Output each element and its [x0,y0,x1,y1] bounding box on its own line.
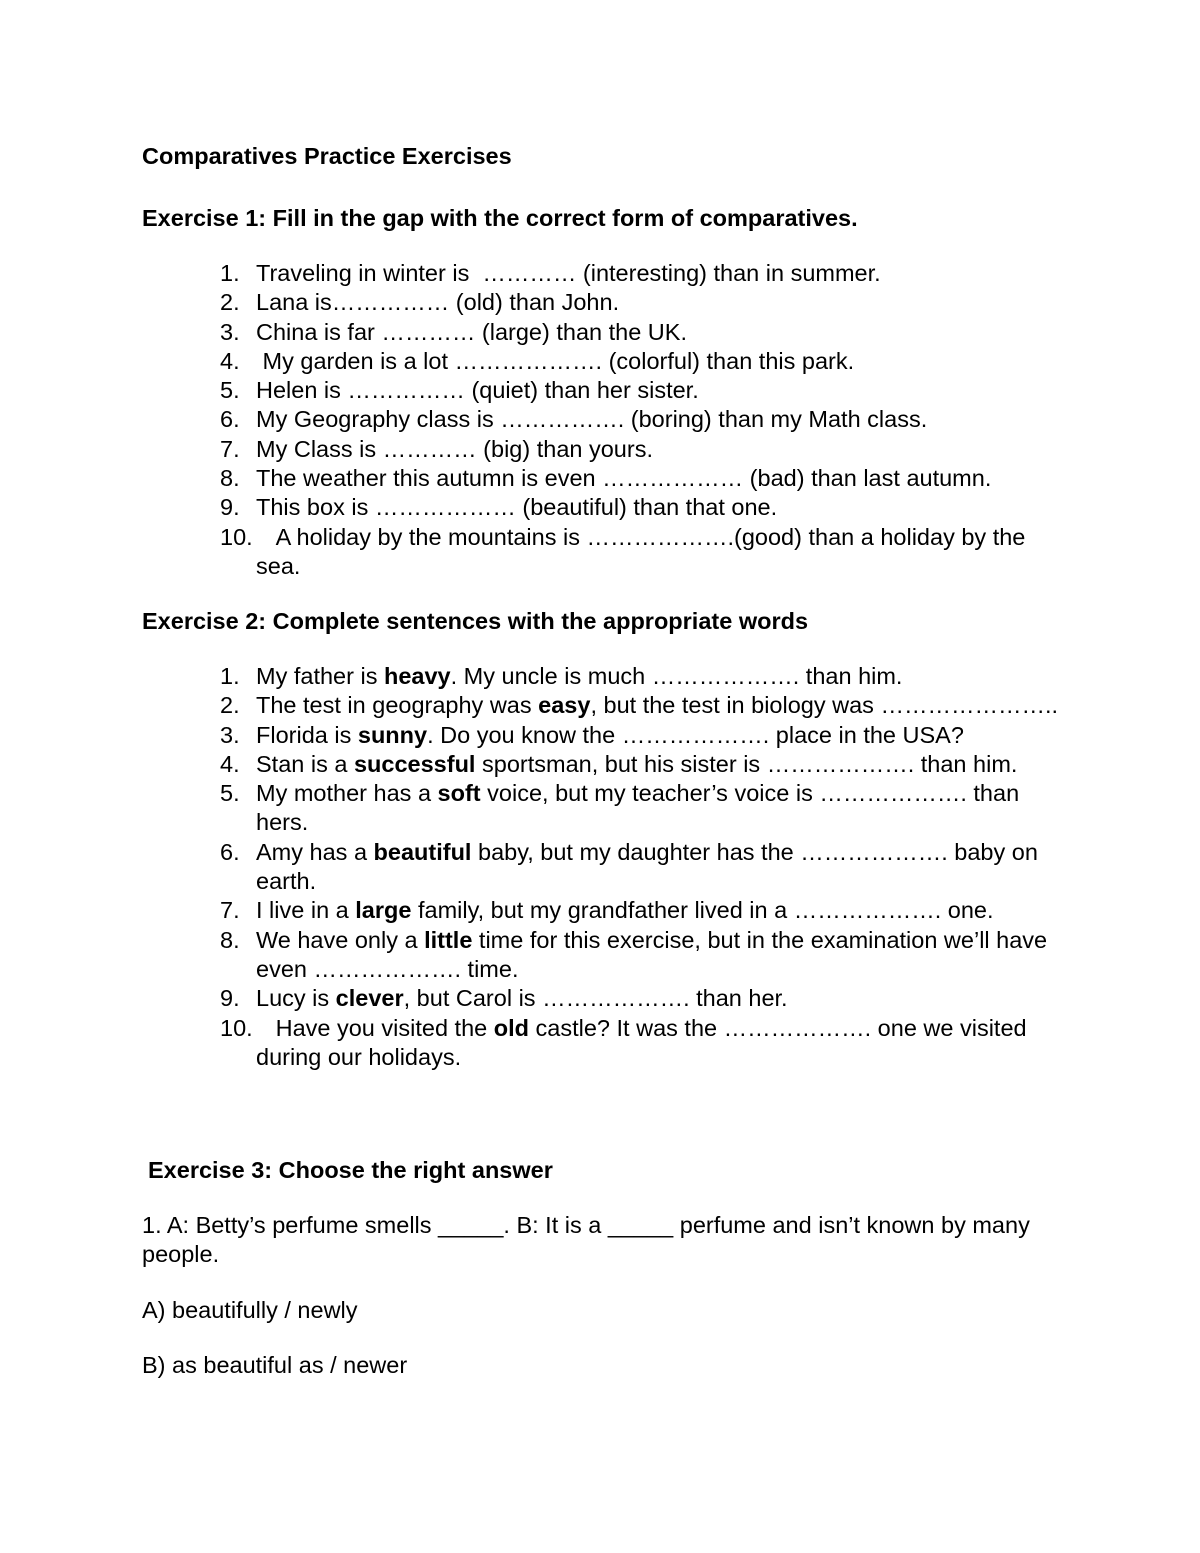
item-number: 9. [220,494,240,521]
sentence-text: My garden is a lot ………………. (colorful) than this park. [256,347,855,374]
answer-option-b: B) as beautiful as / newer [142,1352,408,1378]
item-number: 7. [220,435,240,462]
exercise-3-question: 1. A: Betty’s perfume smells _____. B: It is a _____ perfume and isn’t known by many people. [142,1212,1030,1268]
page-title: Comparatives Practice Exercises [142,143,512,169]
sentence-text: A holiday by the mountains is ……………….(good) than a holiday by the sea. [256,523,1032,579]
item-number: 6. [220,406,240,433]
item-number: 8. [220,926,240,953]
sentence-text: Traveling in winter is ………… (interesting) than in summer. [256,260,881,286]
sentence-text: China is far ………… (large) than the UK. [256,318,687,345]
keyword: heavy [383,663,451,689]
keyword: large [355,897,412,924]
sentence-text: We have only a [256,926,425,953]
sentence-text: My mother has a [256,780,438,807]
sentence-text: Helen is …………… (quiet) than her sister. [256,377,699,404]
keyword: old [493,1014,529,1041]
exercise-2-item-10 [0,1014,1066,1073]
sentence-text: Lucy is [256,985,336,1012]
exercise-2-item-7 [0,896,1066,925]
item-number: 3. [220,318,240,345]
sentence-text: My father is [256,663,384,689]
sentence-text: Florida is [256,721,358,748]
exercise-1-heading: Exercise 1: Fill in the gap with the correct form of comparatives. [142,205,858,231]
exercise-1-item-2 [0,288,1066,317]
item-number: 5. [220,780,240,807]
exercise-2-item-1 [0,662,1066,691]
exercise-1-item-9 [0,493,1066,522]
exercise-1-list [0,259,1200,581]
exercise-1-item-6 [0,405,1066,434]
item-number: 2. [220,692,240,719]
exercise-2-item-3 [0,721,1066,750]
exercise-2-list [0,662,1200,1072]
sentence-text: . My uncle is much ………………. than him. [450,663,903,689]
exercise-1-item-3 [0,318,1066,347]
sentence-text: I live in a [256,897,356,924]
sentence-text: , but Carol is ………………. than her. [403,985,788,1012]
exercise-2-item-6 [0,838,1066,897]
sentence-text: My Geography class is ……………. (boring) than my Math class. [256,406,928,433]
sentence-text: My Class is ………… (big) than yours. [256,435,653,462]
sentence-text: Lana is…………… (old) than John. [256,289,620,316]
item-number: 4. [220,347,240,374]
sentence-text: sportsman, but his sister is ………………. than him. [475,750,1018,777]
sentence-text: Have you visited the [256,1014,494,1041]
item-number: 3. [220,721,240,748]
item-number: 6. [220,838,240,865]
exercise-1-item-7 [0,435,1066,464]
keyword: clever [335,985,404,1012]
sentence-text: , but the test in biology was ………………….. [590,692,1059,719]
sentence-text: family, but my grandfather lived in a ………………. one. [411,897,994,924]
sentence-text: voice, but my teacher’s voice is ………………. than hers. [256,780,1026,836]
exercise-1-item-5 [0,376,1066,405]
keyword: successful [353,750,476,777]
exercise-2-item-2 [0,691,1066,720]
item-number: 1. [220,260,240,286]
sentence-text: The test in geography was [256,692,539,719]
sentence-text: time for this exercise, but in the examination we’ll have even ………………. time. [256,926,1054,982]
sentence-text: Amy has a [256,838,374,865]
exercise-1-item-1 [0,259,1066,288]
exercise-2-heading: Exercise 2: Complete sentences with the appropriate words [142,608,809,634]
sentence-text: The weather this autumn is even ……………… (bad) than last autumn. [256,465,992,492]
exercise-2-item-4 [0,750,1066,779]
exercise-1-item-10 [0,523,1066,582]
item-number: 10. [220,1014,253,1041]
item-number: 1. [220,663,240,689]
exercise-2-item-9 [0,984,1066,1013]
sentence-text: Stan is a [256,750,354,777]
item-number: 9. [220,985,240,1012]
item-number: 8. [220,465,240,492]
item-number: 10. [220,523,253,550]
sentence-text: This box is ……………… (beautiful) than that one. [256,494,778,521]
keyword: sunny [357,721,428,748]
keyword: easy [538,692,591,719]
item-number: 2. [220,289,240,316]
sentence-text: baby, but my daughter has the ………………. baby on earth. [256,838,1045,895]
keyword: little [424,926,473,953]
exercise-2-item-5 [0,779,1066,838]
keyword: beautiful [373,838,472,865]
item-number: 7. [220,897,240,924]
exercise-2-item-8 [0,926,1066,985]
sentence-text: . Do you know the ………………. place in the USA? [427,721,964,748]
item-number: 5. [220,377,240,404]
exercise-1-item-8 [0,464,1066,493]
item-number: 4. [220,750,240,777]
exercise-3-heading: Exercise 3: Choose the right answer [148,1157,553,1183]
answer-option-a: A) beautifully / newly [142,1297,358,1323]
sentence-text: castle? It was the ………………. one we visited during our holidays. [256,1014,1034,1070]
keyword: soft [437,780,481,807]
exercise-1-item-4 [0,347,1066,376]
